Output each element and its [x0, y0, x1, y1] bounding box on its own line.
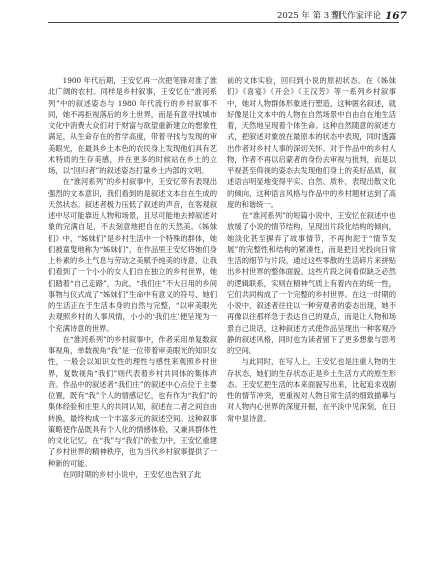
paragraph: 在“淮河系列”的乡村叙事中，王安忆带有表现出强烈的文本意识，我们看到的是叙述文本自在生成的天然状态。叙述者极力压低了叙述的声音，在客观叙述中尽可能靠近人物和场景，且尽可能地去掉叙述对象的完满自足，不去刻意地把自在的天然美。《姊妹们》中，“姊妹们”是乡村生活中一个特殊的群体，她们被童叟地称为“姊妹们”，在作品里王安忆将她们身上朴素的乡土气息与劳动之美赋予纯美的诗意，让我们看到了一个小小的女人们自在独立的乡村世界，她们踏着“自己走路”，为此，“我们庄”不大日用的乡间事物与仪式成了“姊妹们”生命中有意义的符号，她们的生活正在于生活本身的自然与完整，“以审美眼光去观照乡村的人事风情，小小的‘我们庄’便呈现为一个充满诗意的世界。 — [48, 177, 217, 333]
paragraph: 1900 年代后期，王安忆再一次把笔锋对准了淮北广阔的农村。同样是乡村叙事，王安忆在“淮河系列”中的叙述姿态与 1980 年代流行的乡村叙事不同，她不再拒视落后的乡土世界，而是有意寻找城市文化中消费大众们对于财富与欲望重新建立的想象性满足，从生命存在的哲学高度，带着寻找与发现的审美眼光，在最具乡土本色的农民身上发现他们具有艺术特质的生存美感，并在更多的时候站在乡土的立场，以“回归者”的叙述姿态打量乡土内部的文明。 — [48, 76, 217, 175]
page-number: 167 — [385, 10, 407, 22]
paragraph-continued: 前的文体实验，回归到小说的原初状态。在《姊妹们》《喜宴》《开会》《王汉芳》等一系列乡村叙事中，她对人物群体形象进行塑造，这种匿名叙述，就好像是让文本中的人物在自然场景中自由自在地生活着，天然地呈现着个体生命。这种自然随意的叙述方式，把叙述对象放在最原本的状态中表现，同时透露出作者对乡村人事的深切关怀。对于作品中的乡村人物，作者不再以启蒙者的身份去审视与批判，而是以平视甚至仰视的姿态去发现他们身上的美好品质，叙述语言明显地变得平实、自然、质朴，表现出散文化的倾向，这种语言风格与作品中的乡村题材达到了高度的和谐统一。 — [227, 76, 396, 209]
issue-label: 2025 年 第 3 期 — [277, 11, 341, 21]
running-header — [0, 9, 427, 23]
journal-title: 当代作家评论 — [330, 11, 382, 21]
left-column — [48, 75, 217, 563]
paragraph: 与此同时，在写人上，王安忆也是注重人物的生存状态，她们的生存状态正是乡土生活方式的原生形态。王安忆把生活的本来面貌写出来，比起追求戏剧性的情节冲突，更重视对人物日常生活的细致描摹与对人物内心世界的深度开掘，在平淡中见深刻，在日常中显诗意。 — [227, 357, 396, 423]
paragraph: 在“淮河系列”的短篇小说中，王安忆在叙述中也放缓了小说的情节结构，呈现出片段化结构的倾向，她淡化甚至摒弃了故事情节，不再拘泥于“情节发展”的完整性和结构的紧凑性，而是把目光投向日常生活的细节与片段，通过这些零散的生活碎片来拼贴出乡村世界的整体面貌。这些片段之间看似缺乏必然的逻辑联系，实则在精神气质上有着内在的统一性，它们共同构成了一个完整的乡村世界。在这一时期的小说中，叙述者往往以一种旁观者的姿态出现，她不再像以往那样急于表达自己的观点，而是让人物和场景自己说话，这种叙述方式使作品呈现出一种客观冷静的叙述风格，同时也为读者留下了更多想象与思考的空间。 — [227, 211, 396, 355]
right-column — [227, 75, 396, 563]
header-rule — [48, 22, 399, 23]
paragraph: 在“淮河系列”的乡村叙事中，作者采用单复数叙事视角，单数视角“我”是一位带着审美眼光的知识女性，一般会以知识女性的理性与感性来观照乡村世界，复数视角“我们”则代表着乡村共同体的集体声音。作品中的叙述者“我们庄”的叙述中心点位于主要位置，既有“我”个人的情感记忆，也有作为“我们”的集体经验和庄里人的共同认知，叙述在二者之间自由转换，最终构成一个丰富多元的叙述空间。这种叙事策略使作品既具有个人化的情感体验，又兼具群体性的文化记忆，在“我”与“我们”的张力中，王安忆重建了乡村世界的精神秩序，也为当代乡村叙事提供了一种新的可能。 — [48, 334, 217, 468]
paragraph: 在同时期的乡村小说中，王安忆也告别了此 — [62, 469, 202, 479]
